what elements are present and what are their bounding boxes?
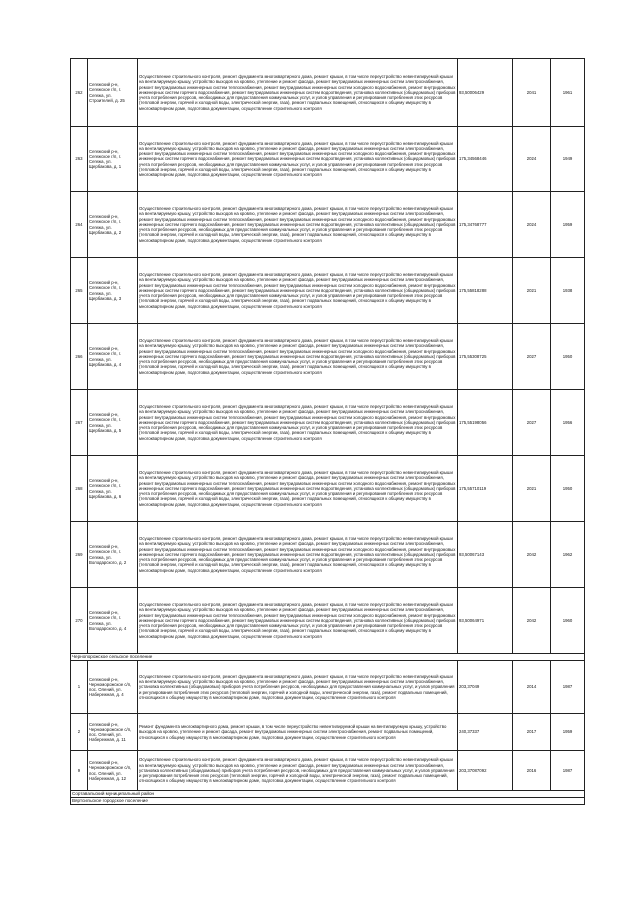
row-work-list: Осуществление строительного контроля, ремонт фундамента многоквартирного дома, ремонт крыши, в том числе переустройство невентилируемой крыши на вентилируемую крышу, устройство выходов на кровлю, утепление и ремонт фасада, ремонт внутридомовых инженерных систем электроснабжения, ремонт внутридомовых инженерных систем теплоснабжения, ремонт внутридомовых инженерных систем холодного водоснабжения, ремонт внутридомовых инженерных систем горячего водоснабжения, ремонт внутридомовых инженерных систем водоотведения, установка коллективных (общедомовых) приборов учета потребления ресурсов, необходимых для предоставления коммунальных услуг, и узлов управления и регулирования потребления этих ресурсов (тепловой энергии, горячей и холодной воды, электрической энергии, газа), ремонт подвальных помещений, относящихся к общему имуществу в многоквартирном доме, подготовка документации, осуществление строительного контроля [138, 127, 458, 192]
row-work-list: Осуществление строительного контроля, ремонт фундамента многоквартирного дома, ремонт крыши, в том числе переустройство невентилируемой крыши на вентилируемую крышу, устройство выходов на кровлю, утепление и ремонт фасада, ремонт внутридомовых инженерных систем электроснабжения, ремонт внутридомовых инженерных систем теплоснабжения, ремонт внутридомовых инженерных систем холодного водоснабжения, ремонт внутридомовых инженерных систем горячего водоснабжения, ремонт внутридомовых инженерных систем водоотведения, установка коллективных (общедомовых) приборов учета потребления ресурсов, необходимых для предоставления коммунальных услуг, и узлов управления и регулирования потребления этих ресурсов (тепловой энергии, горячей и холодной воды, электрической энергии, газа), ремонт подвальных помещений, относящихся к общему имуществу в многоквартирном доме, подготовка документации, осуществление строительного контроля [138, 456, 458, 522]
row-work-list: Осуществление строительного контроля, ремонт фундамента многоквартирного дома, ремонт крыши, в том числе переустройство невентилируемой крыши на вентилируемую крышу, устройство выходов на кровлю, утепление и ремонт фасада, ремонт внутридомовых инженерных систем электроснабжения, ремонт внутридомовых инженерных систем теплоснабжения, ремонт внутридомовых инженерных систем холодного водоснабжения, ремонт внутридомовых инженерных систем горячего водоснабжения, ремонт внутридомовых инженерных систем водоотведения, установка коллективных (общедомовых) приборов учета потребления ресурсов, необходимых для предоставления коммунальных услуг, и узлов управления и регулирования потребления этих ресурсов (тепловой энергии, горячей и холодной воды, электрической энергии, газа), ремонт подвальных помещений, относящихся к общему имуществу в многоквартирном доме, подготовка документации, осуществление строительного контроля [138, 192, 458, 258]
row-year: 2021 [513, 456, 551, 522]
row-address: Сегежский р-н, Черноморожское с/п, пос. Олений, ул. Набережная, д. 12 [88, 751, 138, 791]
table-row [71, 456, 585, 522]
row-year: 2024 [513, 127, 551, 192]
row-built-year: 1987 [551, 751, 585, 791]
row-year: 2016 [513, 751, 551, 791]
row-year: 2017 [513, 714, 551, 751]
capital-repair-table [70, 58, 585, 805]
table-row [71, 59, 585, 127]
row-address: Сегежский р-н, Сегежское г/п, г. Сегежа, ул. Володарского, д. 2 [88, 522, 138, 588]
row-work-list: Осуществление строительного контроля, ремонт фундамента многоквартирного дома, ремонт крыши, в том числе переустройство невентилируемой крыши на вентилируемую крышу, устройство выходов на кровлю, утепление и ремонт фасада, ремонт внутридомовых инженерных систем электроснабжения, ремонт внутридомовых инженерных систем теплоснабжения, ремонт внутридомовых инженерных систем холодного водоснабжения, ремонт внутридомовых инженерных систем горячего водоснабжения, ремонт внутридомовых инженерных систем водоотведения, установка коллективных (общедомовых) приборов учета потребления ресурсов, необходимых для предоставления коммунальных услуг, и узлов управления и регулирования потребления этих ресурсов (тепловой энергии, горячей и холодной воды, электрической энергии, газа), ремонт подвальных помещений, относящихся к общему имуществу в многоквартирном доме, подготовка документации, осуществление строительного контроля [138, 588, 458, 654]
row-address: Сегежский р-н, Сегежское г/п, г. Сегежа, ул. Щербакова, д. 6 [88, 456, 138, 522]
row-number: 267 [71, 390, 88, 456]
row-address: Сегежский р-н, Сегежское г/п, г. Сегежа, ул. Щербакова, д. 1 [88, 127, 138, 192]
row-number: 262 [71, 59, 88, 127]
row-value: 93,50067143 [458, 522, 513, 588]
row-year: 2042 [513, 588, 551, 654]
table-row [71, 127, 585, 192]
row-work-list: Осуществление строительного контроля, ремонт фундамента многоквартирного дома, ремонт крыши, в том числе переустройство невентилируемой крыши на вентилируемую крышу, устройство выходов на кровлю, утепление и ремонт фасада, ремонт внутридомовых инженерных систем электроснабжения, ремонт внутридомовых инженерных систем теплоснабжения, ремонт внутридомовых инженерных систем холодного водоснабжения, ремонт внутридомовых инженерных систем горячего водоснабжения, ремонт внутридомовых инженерных систем водоотведения, установка коллективных (общедомовых) приборов учета потребления ресурсов, необходимых для предоставления коммунальных услуг, и узлов управления и регулирования потребления этих ресурсов (тепловой энергии, горячей и холодной воды, электрической энергии, газа), ремонт подвальных помещений, относящихся к общему имуществу в многоквартирном доме, подготовка документации, осуществление строительного контроля [138, 258, 458, 324]
row-number: 1 [71, 661, 88, 714]
row-number: 263 [71, 127, 88, 192]
row-built-year: 1960 [551, 588, 585, 654]
row-value: 93,50064971 [458, 588, 513, 654]
row-value: 93,50006429 [458, 59, 513, 127]
row-work-list: Ремонт фундамента многоквартирного дома, ремонт крыши, в том числе переустройство невентилируемой крыши на вентилируемую крышу, устройство выходов на кровлю, утепление и ремонт фасада, ремонт внутридомовых инженерных систем электроснабжения, ремонт подвальных помещений, относящихся к общему имуществу в многоквартирном доме, подготовка документации, осуществление строительного контроля [138, 714, 458, 751]
row-work-list: Осуществление строительного контроля, ремонт фундамента многоквартирного дома, ремонт крыши, в том числе переустройство невентилируемой крыши на вентилируемую крышу, устройство выходов на кровлю, утепление и ремонт фасада, ремонт внутридомовых инженерных систем электроснабжения, установка коллективных (общедомовых) приборов учета потребления ресурсов, необходимых для предоставления коммунальных услуг, и узлов управления и регулирования потребления этих ресурсов (тепловой энергии, горячей и холодной воды, электрической энергии, газа), ремонт подвальных помещений, относящихся к общему имуществу в многоквартирном доме, подготовка документации, осуществление строительного контроля [138, 751, 458, 791]
row-work-list: Осуществление строительного контроля, ремонт фундамента многоквартирного дома, ремонт крыши, в том числе переустройство невентилируемой крыши на вентилируемую крышу, устройство выходов на кровлю, утепление и ремонт фасада, ремонт внутридомовых инженерных систем электроснабжения, ремонт внутридомовых инженерных систем теплоснабжения, ремонт внутридомовых инженерных систем холодного водоснабжения, ремонт внутридомовых инженерных систем горячего водоснабжения, ремонт внутридомовых инженерных систем водоотведения, установка коллективных (общедомовых) приборов учета потребления ресурсов, необходимых для предоставления коммунальных услуг, и узлов управления и регулирования потребления этих ресурсов (тепловой энергии, горячей и холодной воды, электрической энергии, газа), ремонт подвальных помещений, относящихся к общему имуществу в многоквартирном доме, подготовка документации, осуществление строительного контроля [138, 59, 458, 127]
row-built-year: 1961 [551, 59, 585, 127]
row-year: 2021 [513, 258, 551, 324]
row-address: Сегежский р-н, Сегежское г/п, г. Сегежа, ул. Щербакова, д. 3 [88, 258, 138, 324]
row-built-year: 1956 [551, 390, 585, 456]
row-built-year: 1950 [551, 456, 585, 522]
table-row [71, 588, 585, 654]
row-address: Сегежский р-н, Сегежское г/п, г. Сегежа, ул. Володарского, д. 4 [88, 588, 138, 654]
row-year: 2027 [513, 324, 551, 390]
row-address: Сегежский р-н, Сегежское г/п, г. Сегежа, ул. Щербакова, д. 4 [88, 324, 138, 390]
row-value: 203,37049 [458, 661, 513, 714]
table-row [71, 522, 585, 588]
row-number: 270 [71, 588, 88, 654]
row-year: 2041 [513, 59, 551, 127]
row-year: 2024 [513, 192, 551, 258]
row-number: 269 [71, 522, 88, 588]
row-address: Сегежский р-н, Сегежское г/п, г. Сегежа, ул. Щербакова, д. 2 [88, 192, 138, 258]
row-work-list: Осуществление строительного контроля, ремонт фундамента многоквартирного дома, ремонт крыши, в том числе переустройство невентилируемой крыши на вентилируемую крышу, устройство выходов на кровлю, утепление и ремонт фасада, ремонт внутридомовых инженерных систем электроснабжения, ремонт внутридомовых инженерных систем теплоснабжения, ремонт внутридомовых инженерных систем холодного водоснабжения, ремонт внутридомовых инженерных систем горячего водоснабжения, ремонт внутридомовых инженерных систем водоотведения, установка коллективных (общедомовых) приборов учета потребления ресурсов, необходимых для предоставления коммунальных услуг, и узлов управления и регулирования потребления этих ресурсов (тепловой энергии, горячей и холодной воды, электрической энергии, газа), ремонт подвальных помещений, относящихся к общему имуществу в многоквартирном доме, подготовка документации, осуществление строительного контроля [138, 522, 458, 588]
table-row [71, 751, 585, 791]
row-address: Сегежский р-н, Черноморожское с/п, пос. Олений, ул. Набережная, д. 11 [88, 714, 138, 751]
row-year: 2042 [513, 522, 551, 588]
section-title: Вяртсильское городское поселение [71, 798, 585, 805]
row-value: 175,55710119 [458, 456, 513, 522]
row-work-list: Осуществление строительного контроля, ремонт фундамента многоквартирного дома, ремонт крыши, в том числе переустройство невентилируемой крыши на вентилируемую крышу, устройство выходов на кровлю, утепление и ремонт фасада, ремонт внутридомовых инженерных систем электроснабжения, установка коллективных (общедомовых) приборов учета потребления ресурсов, необходимых для предоставления коммунальных услуг, и узлов управления и регулирования потребления этих ресурсов (тепловой энергии, горячей и холодной воды, электрической энергии, газа), ремонт подвальных помещений, относящихся к общему имуществу в многоквартирном доме, подготовка документации, осуществление строительного контроля [138, 661, 458, 714]
table-row [71, 324, 585, 390]
row-value: 175,55198056 [458, 390, 513, 456]
row-address: Сегежский р-н, Черноморожское с/п, пос. Олений, ул. Набережная, д. 4 [88, 661, 138, 714]
section-header [71, 791, 585, 798]
row-value: 175,55818288 [458, 258, 513, 324]
section-title: Чернопорожское сельское поселение [71, 654, 585, 661]
row-number: 264 [71, 192, 88, 258]
row-year: 2014 [513, 661, 551, 714]
row-work-list: Осуществление строительного контроля, ремонт фундамента многоквартирного дома, ремонт крыши, в том числе переустройство невентилируемой крыши на вентилируемую крышу, устройство выходов на кровлю, утепление и ремонт фасада, ремонт внутридомовых инженерных систем электроснабжения, ремонт внутридомовых инженерных систем теплоснабжения, ремонт внутридомовых инженерных систем холодного водоснабжения, ремонт внутридомовых инженерных систем горячего водоснабжения, ремонт внутридомовых инженерных систем водоотведения, установка коллективных (общедомовых) приборов учета потребления ресурсов, необходимых для предоставления коммунальных услуг, и узлов управления и регулирования потребления этих ресурсов (тепловой энергии, горячей и холодной воды, электрической энергии, газа), ремонт подвальных помещений, относящихся к общему имуществу в многоквартирном доме, подготовка документации, осуществление строительного контроля [138, 390, 458, 456]
row-built-year: 1959 [551, 714, 585, 751]
table-row [71, 714, 585, 751]
row-value: 240,37337 [458, 714, 513, 751]
row-built-year: 1950 [551, 324, 585, 390]
row-built-year: 1949 [551, 127, 585, 192]
table-row [71, 192, 585, 258]
row-built-year: 1938 [551, 258, 585, 324]
table-row [71, 661, 585, 714]
row-value: 175,34568446 [458, 127, 513, 192]
row-address: Сегежский р-н, Сегежское г/п, г. Сегежа, ул. Строителей, д. 25 [88, 59, 138, 127]
table-row [71, 258, 585, 324]
row-address: Сегежский р-н, Сегежское г/п, г. Сегежа, ул. Щербакова, д. 5 [88, 390, 138, 456]
row-built-year: 1959 [551, 192, 585, 258]
section-title: Сортавальский муниципальный район [71, 791, 585, 798]
row-number: 266 [71, 324, 88, 390]
row-number: 2 [71, 714, 88, 751]
row-year: 2027 [513, 390, 551, 456]
row-number: 268 [71, 456, 88, 522]
row-number: 265 [71, 258, 88, 324]
row-built-year: 1987 [551, 661, 585, 714]
row-value: 175,55308725 [458, 324, 513, 390]
row-work-list: Осуществление строительного контроля, ремонт фундамента многоквартирного дома, ремонт крыши, в том числе переустройство невентилируемой крыши на вентилируемую крышу, устройство выходов на кровлю, утепление и ремонт фасада, ремонт внутридомовых инженерных систем электроснабжения, ремонт внутридомовых инженерных систем теплоснабжения, ремонт внутридомовых инженерных систем холодного водоснабжения, ремонт внутридомовых инженерных систем горячего водоснабжения, ремонт внутридомовых инженерных систем водоотведения, установка коллективных (общедомовых) приборов учета потребления ресурсов, необходимых для предоставления коммунальных услуг, и узлов управления и регулирования потребления этих ресурсов (тепловой энергии, горячей и холодной воды, электрической энергии, газа), ремонт подвальных помещений, относящихся к общему имуществу в многоквартирном доме, подготовка документации, осуществление строительного контроля [138, 324, 458, 390]
row-value: 203,37087092 [458, 751, 513, 791]
row-number: 9 [71, 751, 88, 791]
section-header [71, 654, 585, 661]
row-built-year: 1962 [551, 522, 585, 588]
row-value: 175,34768777 [458, 192, 513, 258]
section-header [71, 798, 585, 805]
table-row [71, 390, 585, 456]
